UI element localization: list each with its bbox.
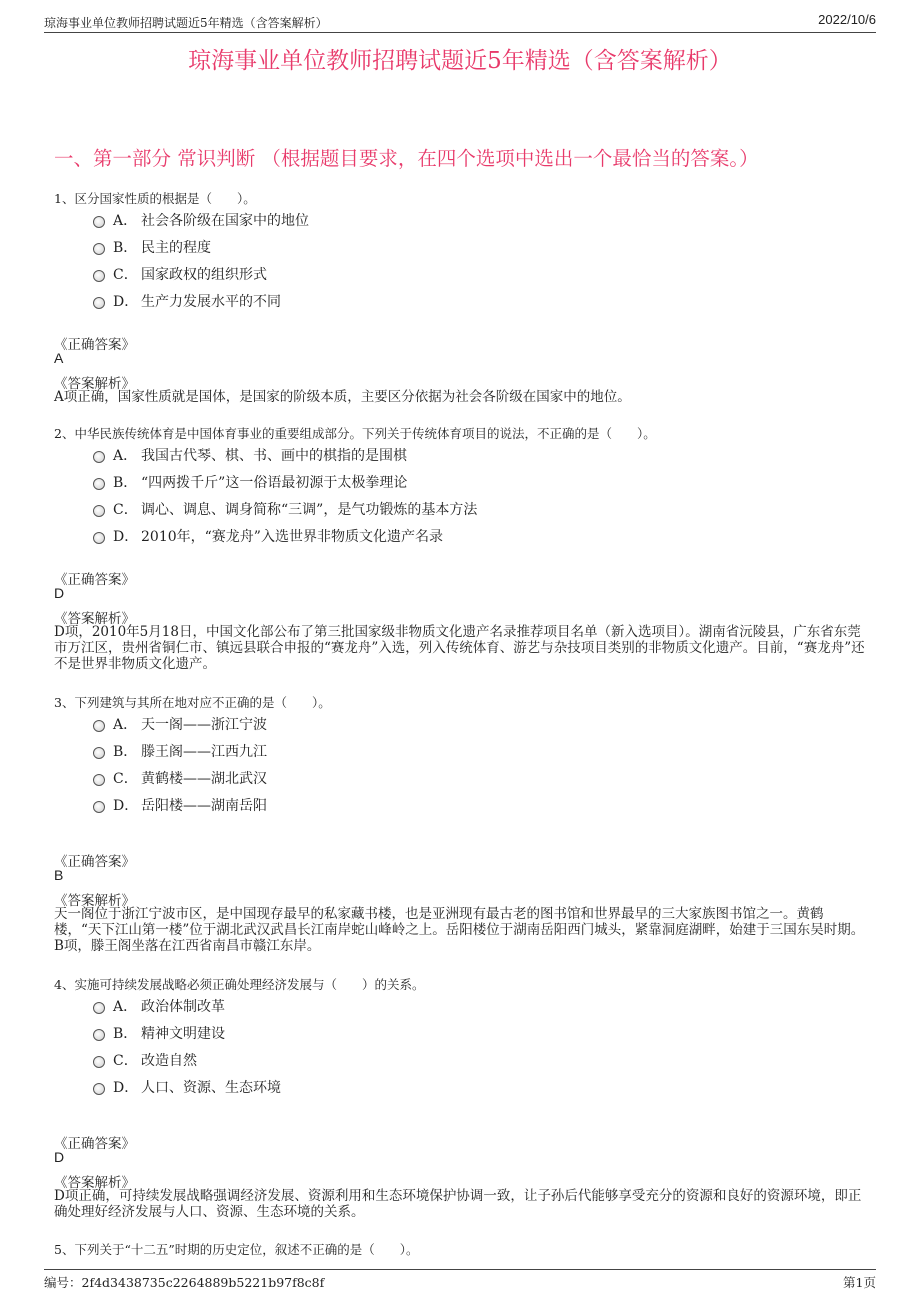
option-letter: D． <box>113 1080 139 1096</box>
question-text: 3、下列建筑与其所在地对应不正确的是（ ）。 <box>54 695 331 710</box>
correct-answer: D <box>54 1149 65 1165</box>
page-header <box>44 12 876 33</box>
option-text: 社会各阶级在国家中的地位 <box>141 213 309 229</box>
option-letter: B． <box>113 1026 138 1042</box>
analysis-label: 《答案解析》 <box>54 611 135 627</box>
question-text: 2、中华民族传统体育是中国体育事业的重要组成部分。下列关于传统体育项目的说法，不正确的是（ ）。 <box>54 426 656 441</box>
analysis-text: D项正确，可持续发展战略强调经济发展、资源利用和生态环境保护协调一致，让子孙后代能够享受充分的资源和良好的资源环境，即正确处理好经济发展与人口、资源、生态环境的关系。 <box>54 1188 862 1220</box>
analysis-label: 《答案解析》 <box>54 376 135 392</box>
option-text: “四两拨千斤”这一俗语最初源于太极拳理论 <box>141 475 408 491</box>
option-text: 政治体制改革 <box>141 999 225 1015</box>
radio-icon[interactable] <box>93 451 105 463</box>
option-row[interactable] <box>93 741 267 761</box>
document-title: 琼海事业单位教师招聘试题近5年精选（含答案解析） <box>188 48 732 74</box>
option-text: 民主的程度 <box>141 240 211 256</box>
correct-answer-label: 《正确答案》 <box>54 1136 135 1152</box>
option-row[interactable] <box>93 996 225 1016</box>
option-letter: D． <box>113 798 139 814</box>
option-letter: B． <box>113 475 138 491</box>
radio-icon[interactable] <box>93 532 105 544</box>
radio-icon[interactable] <box>93 297 105 309</box>
page-footer <box>44 1269 876 1292</box>
radio-icon[interactable] <box>93 1029 105 1041</box>
option-letter: C． <box>113 502 138 518</box>
header-date: 2022/10/6 <box>818 12 876 27</box>
radio-icon[interactable] <box>93 243 105 255</box>
correct-answer-label: 《正确答案》 <box>54 854 135 870</box>
option-row[interactable] <box>93 472 407 492</box>
option-text: 改造自然 <box>141 1053 197 1069</box>
section-heading: 一、第一部分 常识判断 （根据题目要求，在四个选项中选出一个最恰当的答案。） <box>54 147 759 170</box>
option-text: 岳阳楼——湖南岳阳 <box>141 798 267 814</box>
analysis-label: 《答案解析》 <box>54 1175 135 1191</box>
question-text: 1、区分国家性质的根据是（ ）。 <box>54 191 256 206</box>
correct-answer: B <box>54 867 64 883</box>
option-row[interactable] <box>93 1050 197 1070</box>
option-row[interactable] <box>93 237 211 257</box>
option-letter: A． <box>113 999 138 1015</box>
correct-answer: A <box>54 350 64 366</box>
option-letter: B． <box>113 240 138 256</box>
option-row[interactable] <box>93 1023 225 1043</box>
option-row[interactable] <box>93 1077 281 1097</box>
radio-icon[interactable] <box>93 270 105 282</box>
radio-icon[interactable] <box>93 1056 105 1068</box>
radio-icon[interactable] <box>93 801 105 813</box>
option-letter: C． <box>113 1053 138 1069</box>
option-row[interactable] <box>93 445 407 465</box>
radio-icon[interactable] <box>93 216 105 228</box>
option-text: 天一阁——浙江宁波 <box>141 717 267 733</box>
option-row[interactable] <box>93 264 267 284</box>
option-letter: A． <box>113 213 138 229</box>
radio-icon[interactable] <box>93 1002 105 1014</box>
option-letter: A． <box>113 448 138 464</box>
radio-icon[interactable] <box>93 505 105 517</box>
correct-answer-label: 《正确答案》 <box>54 337 135 353</box>
analysis-text: 天一阁位于浙江宁波市区，是中国现存最早的私家藏书楼，也是亚洲现有最古老的图书馆和世界最早的三大家族图书馆之一。黄鹤楼，“天下江山第一楼”位于湖北武汉武昌长江南岸蛇山峰岭之上。岳阳楼位于湖南岳阳西门城头，紧靠洞庭湖畔，始建于三国东吴时期。B项，滕王阁坐落在江西省南昌市赣江东岸。 <box>54 906 865 954</box>
radio-icon[interactable] <box>93 774 105 786</box>
correct-answer: D <box>54 585 65 601</box>
option-letter: A． <box>113 717 138 733</box>
option-text: 黄鹤楼——湖北武汉 <box>141 771 267 787</box>
analysis-text: D项，2010年5月18日，中国文化部公布了第三批国家级非物质文化遗产名录推荐项目名单（新入选项目）。湖南省沅陵县，广东省东莞市万江区，贵州省铜仁市、镇远县联合申报的“赛龙舟”入选，列入传统体育、游艺与杂技项目类别的非物质文化遗产。目前，“赛龙舟”还不是世界非物质文化遗产。 <box>54 624 865 672</box>
radio-icon[interactable] <box>93 1083 105 1095</box>
option-text: 调心、调息、调身简称“三调”，是气功锻炼的基本方法 <box>141 502 478 518</box>
option-letter: D． <box>113 294 139 310</box>
option-text: 我国古代琴、棋、书、画中的棋指的是围棋 <box>141 448 407 464</box>
radio-icon[interactable] <box>93 478 105 490</box>
option-text: 精神文明建设 <box>141 1026 225 1042</box>
radio-icon[interactable] <box>93 747 105 759</box>
option-text: 滕王阁——江西九江 <box>141 744 267 760</box>
option-row[interactable] <box>93 795 267 815</box>
option-row[interactable] <box>93 714 267 734</box>
radio-icon[interactable] <box>93 720 105 732</box>
analysis-text: A项正确，国家性质就是国体，是国家的阶级本质，主要区分依据为社会各阶级在国家中的地位。 <box>54 389 631 405</box>
footer-page-number: 第1页 <box>843 1275 876 1290</box>
footer-code: 编号：2f4d3438735c2264889b5221b97f8c8f <box>44 1275 325 1290</box>
analysis-label: 《答案解析》 <box>54 893 135 909</box>
option-text: 人口、资源、生态环境 <box>141 1080 281 1096</box>
question-text: 5、下列关于“十二五”时期的历史定位，叙述不正确的是（ ）。 <box>54 1242 419 1257</box>
correct-answer-label: 《正确答案》 <box>54 572 135 588</box>
option-letter: C． <box>113 267 138 283</box>
header-doc-title: 琼海事业单位教师招聘试题近5年精选（含答案解析） <box>44 16 328 30</box>
option-row[interactable] <box>93 210 309 230</box>
option-text: 2010年，“赛龙舟”入选世界非物质文化遗产名录 <box>141 529 443 545</box>
option-letter: B． <box>113 744 138 760</box>
option-text: 生产力发展水平的不同 <box>141 294 281 310</box>
option-row[interactable] <box>93 768 267 788</box>
option-letter: D． <box>113 529 139 545</box>
option-row[interactable] <box>93 526 443 546</box>
option-row[interactable] <box>93 291 281 311</box>
option-text: 国家政权的组织形式 <box>141 267 267 283</box>
option-row[interactable] <box>93 499 477 519</box>
option-letter: C． <box>113 771 138 787</box>
question-text: 4、实施可持续发展战略必须正确处理经济发展与（ ）的关系。 <box>54 977 425 992</box>
